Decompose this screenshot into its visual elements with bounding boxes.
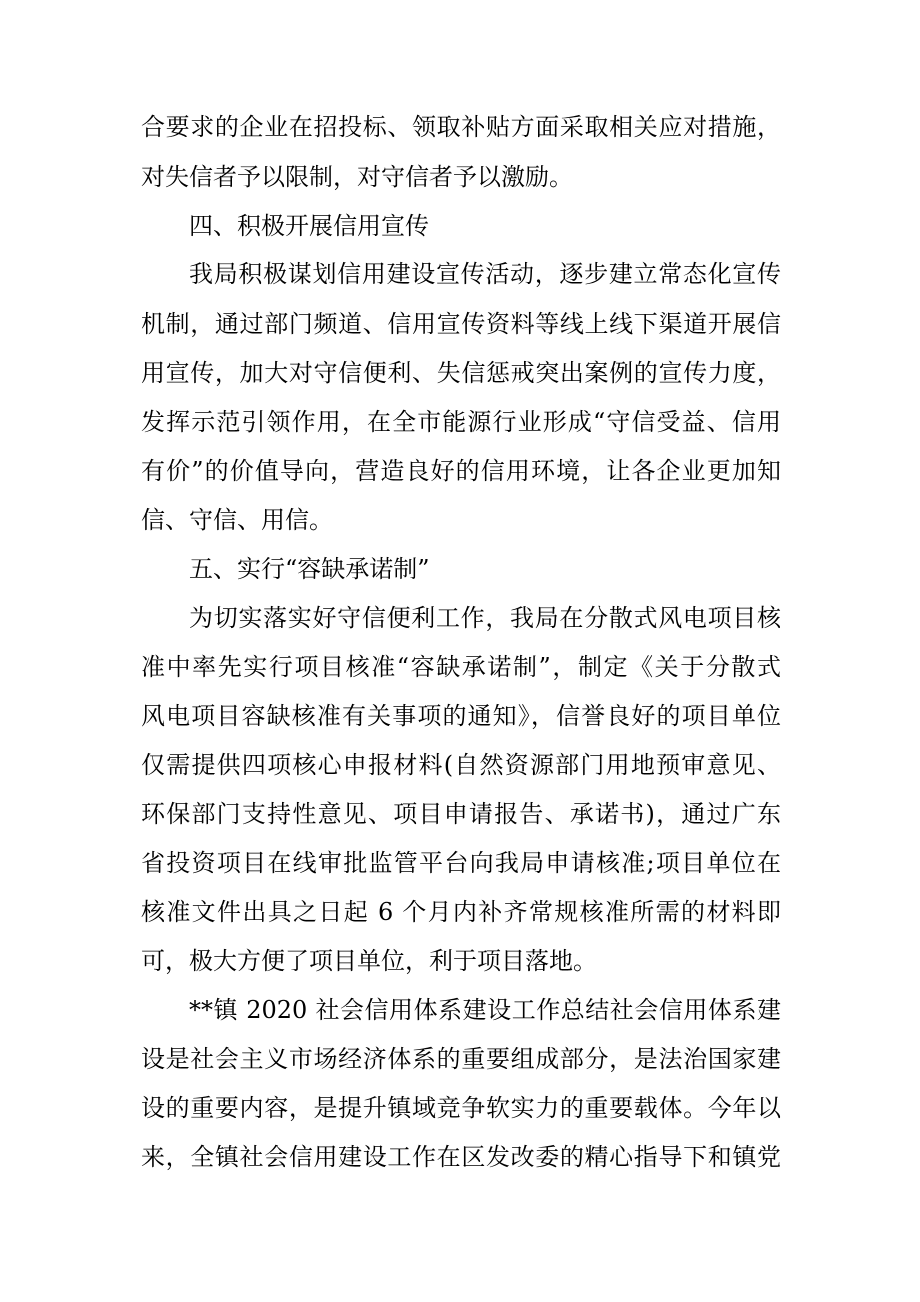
text-line-13: 风电项目容缺核准有关事项的通知》，信誉良好的项目单位 <box>141 702 781 730</box>
text-line-19: **镇 2020 社会信用体系建设工作总结社会信用体系建 <box>189 996 781 1024</box>
text-line-5: 机制，通过部门频道、信用宣传资料等线上线下渠道开展信 <box>141 310 781 338</box>
text-line-21: 设的重要内容，是提升镇域竞争软实力的重要载体。今年以 <box>141 1094 781 1122</box>
text-line-11: 为切实落实好守信便利工作，我局在分散式风电项目核 <box>189 604 781 632</box>
text-line-1: 合要求的企业在招投标、领取补贴方面采取相关应对措施， <box>141 113 781 141</box>
text-line-18: 可，极大方便了项目单位，利于项目落地。 <box>141 947 597 975</box>
text-line-6: 用宣传，加大对守信便利、失信惩戒突出案例的宣传力度， <box>141 359 781 387</box>
text-line-8: 有价”的价值导向，营造良好的信用环境，让各企业更加知 <box>141 457 781 485</box>
text-line-2: 对失信者予以限制，对守信者予以激励。 <box>141 163 573 191</box>
text-line-12: 准中率先实行项目核准“容缺承诺制”，制定《关于分散式 <box>141 653 781 681</box>
text-line-7: 发挥示范引领作用，在全市能源行业形成“守信受益、信用 <box>141 408 781 436</box>
text-line-22: 来，全镇社会信用建设工作在区发改委的精心指导下和镇党 <box>141 1143 781 1171</box>
text-line-20: 设是社会主义市场经济体系的重要组成部分，是法治国家建 <box>141 1045 781 1073</box>
text-line-17: 核准文件出具之日起 6 个月内补齐常规核准所需的材料即 <box>141 898 781 926</box>
section-heading-5: 五、实行“容缺承诺制” <box>189 555 430 583</box>
text-line-16: 省投资项目在线审批监管平台向我局申请核准;项目单位在 <box>141 849 781 877</box>
text-line-15: 环保部门支持性意见、项目申请报告、承诺书)，通过广东 <box>141 800 781 828</box>
text-line-14: 仅需提供四项核心申报材料(自然资源部门用地预审意见、 <box>141 751 781 779</box>
text-line-9: 信、守信、用信。 <box>141 506 333 534</box>
section-heading-4: 四、积极开展信用宣传 <box>189 212 429 240</box>
text-line-4: 我局积极谋划信用建设宣传活动，逐步建立常态化宣传 <box>189 260 781 288</box>
